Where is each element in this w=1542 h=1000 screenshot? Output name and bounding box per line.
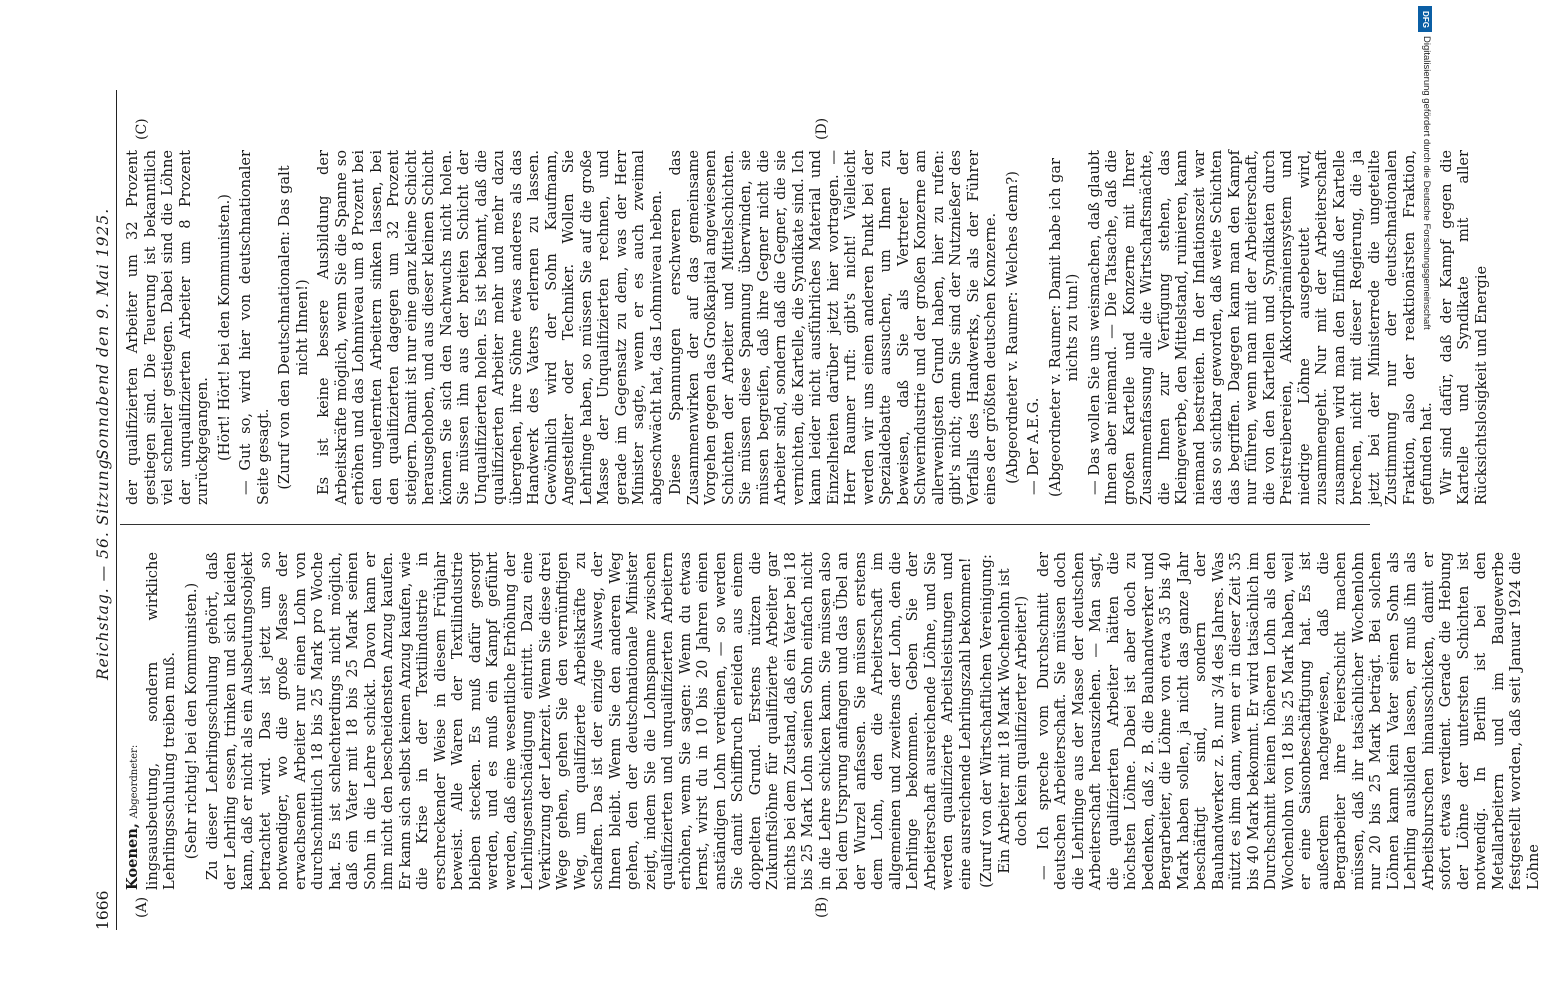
margin-marker-a: (A) — [134, 896, 150, 918]
margin-marker-c: (C) — [134, 118, 150, 140]
page-number: 1666 — [94, 890, 112, 930]
interjection: (Hört! Hört! bei den Kommunisten.) — [215, 194, 233, 461]
interjection: (Abgeordneter v. Raumer: Welches denn?) — [1003, 171, 1021, 484]
dfg-logo — [1418, 6, 1432, 32]
paragraph: Wir sind dafür, daß der Kampf gegen die Kartelle und Syndikate mit aller Rücksichtslosigkeit und Energie — [1437, 150, 1490, 505]
header-date: Sonnabend den 9. Mai 1925. — [94, 207, 112, 460]
dfg-logo-text: DFG — [1420, 10, 1430, 28]
speaker-role: Abgeordneter: — [129, 744, 140, 819]
paragraph: — Ich spreche vom Durchschnitt der deutschen Arbeiterschaft. Sie müssen doch die Lehrlinge aus der Masse der deutschen Arbeiterschaft herausziehen. — Man sagt, die qualifizierten Arbeiter hätten die höchsten Löhne. Dabei ist aber doch zu bedenken, daß z. B. die Bauhandwerker und Bergarbeiter, die Löhne von etwa 35 bis 40 Mark haben sollen, ja nicht das ganze Jahr beschäftigt sind, sondern der Bauhandwerker z. B. nur 3/4 des Jahres. Was nützt es ihm dann, wenn er in dieser Zeit 35 bis 40 Mark bekommt. Er wird tatsächlich im Durchschnitt keinen höheren Lohn als den Wochenlohn von 18 bis 25 Mark haben, weil er eine Saisonbeschäftigung hat. Es ist außerdem nachgewiesen, daß die Bergarbeiter ihre Feierschicht machen müssen, daß ihr tatsächlicher Wochenlohn nur 20 bis 25 Mark beträgt. Bei solchen Löhnen kann kein Vater seinen Sohn als Lehrling ausbilden lassen, er muß ihn als Arbeitsburschen hinausschicken, damit er sofort etwas verdient. Gerade die Hebung der Löhne der untersten Schichten ist notwendig. In Berlin ist bei den Metallarbeitern und im Baugewerbe festgestellt worden, daß seit Januar 1924 die Löhne — [1034, 552, 1542, 890]
header-title: Reichstag. — 56. Sitzung. — [94, 452, 112, 680]
interjection: (Zuruf von den Deutschnationalen: Das galt nicht Ihnen!) — [276, 165, 311, 490]
paragraph: der qualifizierten Arbeiter um 32 Prozent gestiegen sind. Die Teuerung ist bekanntlich viel schneller gestiegen. Dabei sind die Löhne der unqualifizierten Arbeiter um 8 Prozent zurückgegangen. — [124, 150, 211, 505]
interjection: (Zuruf von der Wirtschaftlichen Vereinigung: Ein Arbeiter mit 18 Mark Wochenlohn ist doch kein qualifizierter Arbeiter!) — [978, 554, 1030, 888]
margin-marker-d: (D) — [814, 117, 830, 140]
paragraph: — Das wollen Sie uns weismachen, daß glaubt Ihnen aber niemand. — Die Tatsache, daß die großen Kartelle und Konzerne mit Ihrer Zusammenfassung alle die Wirtschaftsmächte, die Ihnen zur Verfügung stehen, das Kleingewerbe, den Mittelstand, ruinieren, kann niemand bestreiten. In der Inflationszeit war das so sichtbar geworden, daß weite Schichten das begriffen. Dagegen kann man den Kampf nur führen, wenn man mit der Arbeiterschaft, die von den Kartellen und Syndikaten durch Preistreibereien, Akkordprämiensystem und niedrige Löhne ausgebeutet wird, zusammengeht. Nur mit der Arbeiterschaft zusammen wird man den Einfluß der Kartelle brechen, nicht mit dieser Regierung, die ja jetzt bei der Ministerrede die ungeteilte Zustimmung nur der deutschnationalen Fraktion, also der reaktionärsten Fraktion, gefunden hat. — [1085, 150, 1435, 505]
interjection: (Sehr richtig! bei den Kommunisten.) — [182, 582, 200, 860]
margin-marker-b: (B) — [814, 896, 830, 918]
paragraph: Zu dieser Lehrlingsschulung gehört, daß der Lehrling essen, trinken und sich kleiden kann, daß er nicht als ein Ausbeutungsobjekt betrachtet wird. Das ist jetzt um so notwendiger, wo die große Masse der erwachsenen Arbeiter nur einen Lohn von durchschnittlich 18 bis 25 Mark pro Woche hat. Es ist schlechterdings nicht möglich, daß ein Vater mit 18 bis 25 Mark seinen Sohn in die Lehre schickt. Davon kann er ihm nicht den bescheidensten Anzug kaufen. Er kann sich selbst keinen Anzug kaufen, wie die Krise in der Textilindustrie in erschreckender Weise in diesem Frühjahr beweist. Alle Waren der Textilindustrie bleiben stecken. Es muß dafür gesorgt werden, und es muß ein Kampf geführt werden, daß eine wesentliche Erhöhung der Lehrlingsentschädigung eintritt. Dazu eine Verkürzung der Lehrzeit. Wenn Sie diese drei Wege gehen, gehen Sie den vernünftigen Weg, um qualifizierte Arbeitskräfte zu schaffen. Das ist der einzige Ausweg, der Ihnen bleibt. Wenn Sie den anderen Weg gehen, den der deutschnationale Minister zeigt, indem Sie die Lohnspanne zwischen qualifizierten und unqualifizierten Arbeitern erhöhen, wenn Sie sagen: Wenn du etwas lernst, wirst du in 10 bis 20 Jahren einen anständigen Lohn verdienen, — so werden Sie damit Schiffbruch erleiden aus einem doppelten Grund. Erstens nützen die Zukunftslöhne für qualifizierte Arbeiter gar nichts bei dem Zustand, daß ein Vater bei 18 bis 25 Mark Lohn seinen Sohn einfach nicht in die Lehre schicken kann. Sie müssen also bei dem Ursprung anfangen und das Übel an der Wurzel anfassen. Sie müssen erstens dem Lohn, den die Arbeiterschaft im allgemeinen und zweitens der Lohn, den die Lehrlinge bekommen. Geben Sie der Arbeiterschaft ausreichende Löhne, und Sie werden qualifizierte Arbeitsleistungen und eine ausreichende Lehrlingszahl bekommen! — [204, 552, 974, 890]
paragraph: — Gut so, wird hier von deutschnationaler Seite gesagt. — [237, 150, 272, 505]
paragraph: lingsausbeutung, sondern wirkliche Lehrlingsschulung treiben muß. — [143, 552, 178, 890]
column-divider — [120, 524, 1370, 525]
interjection: (Abgeordneter v. Raumer: Damit habe ich gar nichts zu tun!) — [1046, 157, 1081, 498]
header-rule — [116, 90, 117, 930]
speaker-line — [124, 552, 142, 890]
credit-text: Digitalisierung gefördert durch die Deutsche Forschungsgemeinschaft — [1421, 36, 1432, 330]
paragraph: Es ist keine bessere Ausbildung der Arbeitskräfte möglich, wenn Sie die Spanne so erhöhen und das Lohnniveau um 8 Prozent bei den ungelernten Arbeitern sinken lassen, bei den qualifizierten dagegen um 32 Prozent steigern. Damit ist nur eine ganz kleine Schicht herausgehoben, und aus dieser kleinen Schicht können Sie sich den Nachwuchs nicht holen. Sie müssen ihn aus der breiten Schicht der Unqualifizierten holen. Es ist bekannt, daß die qualifizierten Arbeiter mehr und mehr dazu übergehen, ihre Söhne etwas anderes als das Handwerk des Vaters erlernen zu lassen. Gewöhnlich wird der Sohn Kaufmann, Angestellter oder Techniker. Wollen Sie Lehrlinge haben, so müssen Sie auf die große Masse der Unqualifizierten rechnen, und gerade im Gegensatz zu dem, was der Herr Minister sagte, wenn er es auch zweimal abgeschwächt hat, das Lohnniveau heben. — [315, 150, 665, 505]
speaker-name: Koenen, — [124, 823, 141, 890]
digitization-credit — [1418, 6, 1432, 586]
paragraph: — Der A.E.G. — [1025, 397, 1042, 495]
left-column — [124, 552, 1542, 890]
paragraph: Diese Spannungen erschweren das Zusammenwirken der auf das gemeinsame Vorgehen gegen das Großkapital angewiesenen Schichten der Arbeiter und Mittelschichten. Sie müssen diese Spannung überwinden, sie müssen begreifen, daß ihre Gegner nicht die Arbeiter sind, sondern daß die Gegner, die sie vernichten, die Kartelle, die Syndikate sind. Ich kann leider nicht ausführliches Material und Einzelheiten darüber jetzt hier vortragen. — Herr Raumer ruft: gibt's nicht! Vielleicht werden wir uns einen anderen Punkt bei der Spezialdebatte aussuchen, um Ihnen zu beweisen, daß Sie als Vertreter der Schwerindustrie und der großen Konzerne am allerwenigsten Grund haben, hier zu rufen: gibt's nicht; denn Sie sind der Nutznießer des Verfalls des Handwerks, Sie als der Führer eines der größten deutschen Konzerne. — [667, 150, 999, 505]
